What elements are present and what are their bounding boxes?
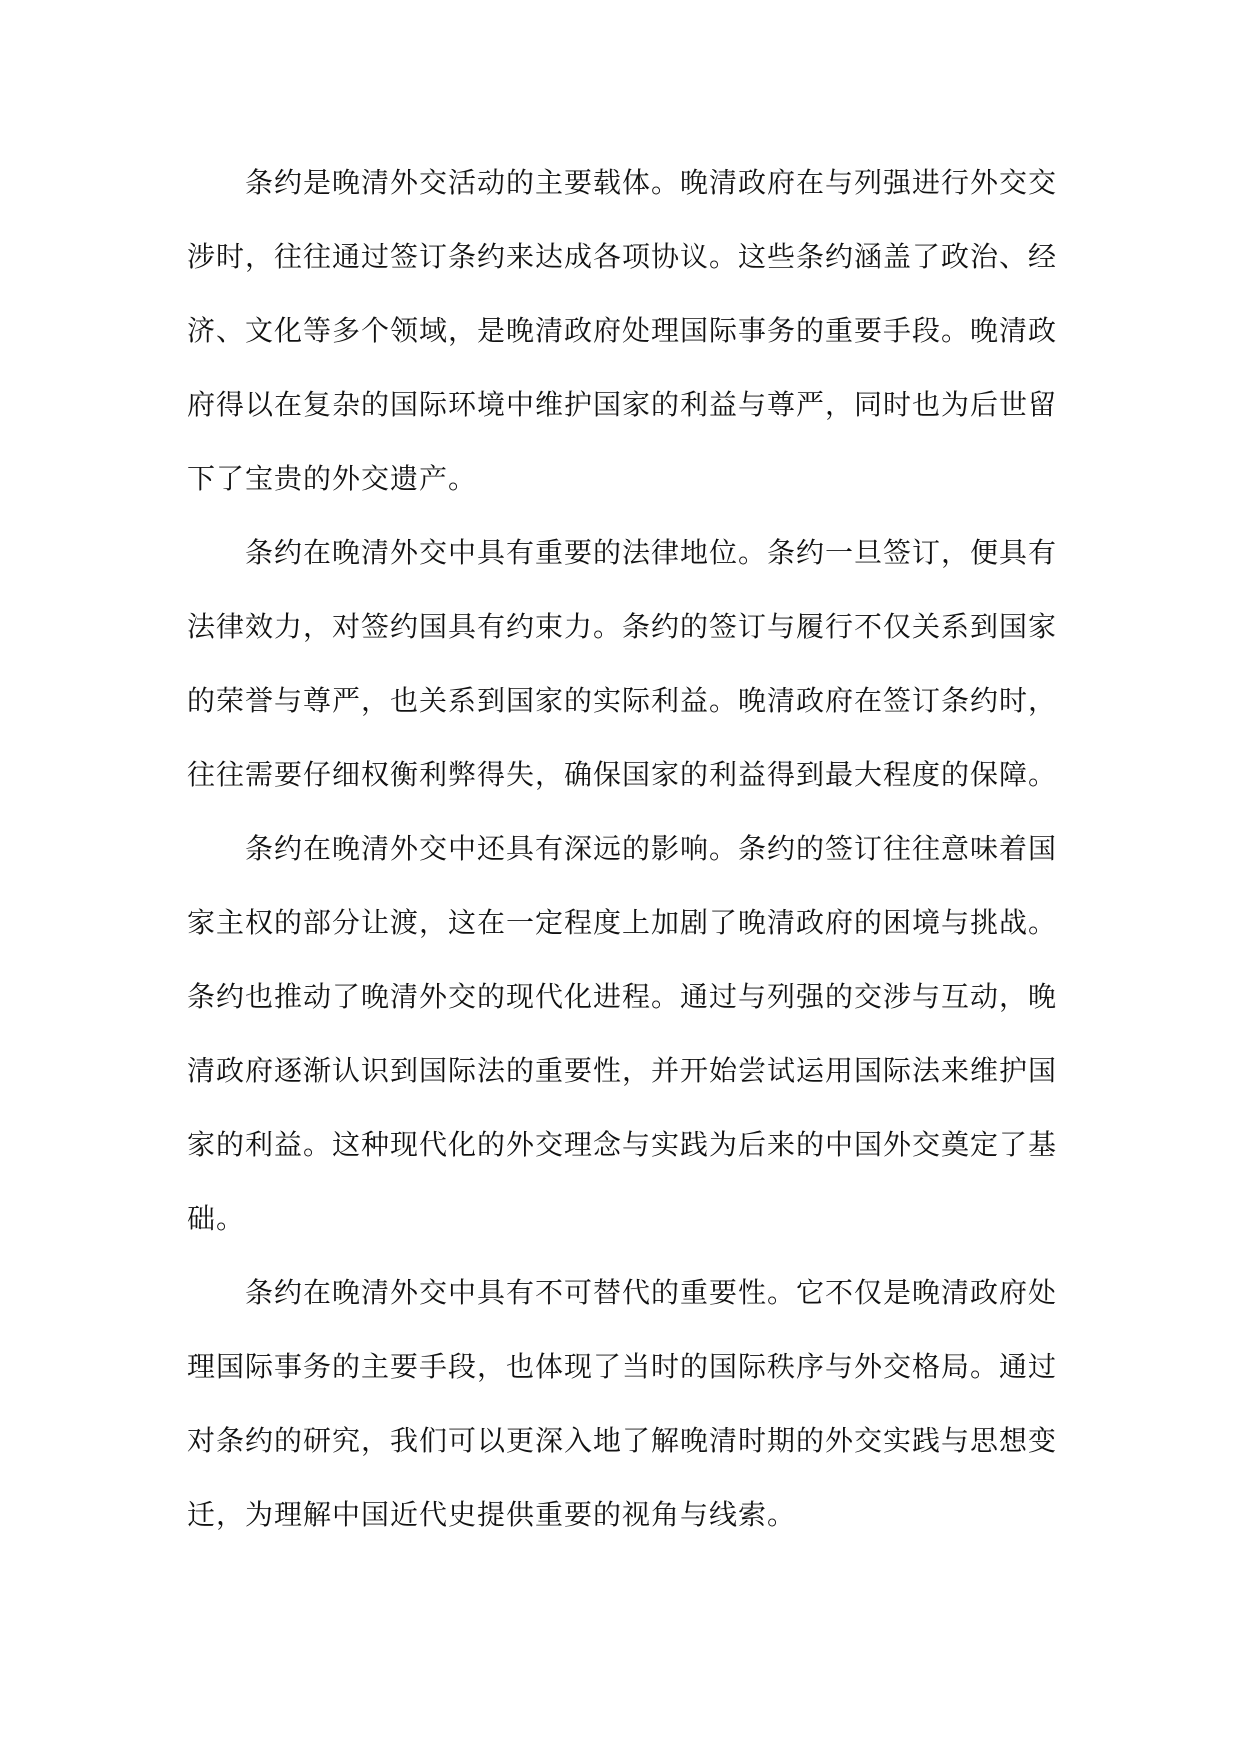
paragraph-1: 条约是晚清外交活动的主要载体。晚清政府在与列强进行外交交涉时，往往通过签订条约来达成各项协议。这些条约涵盖了政治、经济、文化等多个领域，是晚清政府处理国际事务的重要手段。晚清政府得以在复杂的国际环境中维护国家的利益与尊严，同时也为后世留下了宝贵的外交遗产。 — [187, 166, 1058, 495]
paragraph-3: 条约在晚清外交中还具有深远的影响。条约的签订往往意味着国家主权的部分让渡，这在一定程度上加剧了晚清政府的困境与挑战。条约也推动了晚清外交的现代化进程。通过与列强的交涉与互动，晚清政府逐渐认识到国际法的重要性，并开始尝试运用国际法来维护国家的利益。这种现代化的外交理念与实践为后来的中国外交奠定了基础。 — [187, 832, 1058, 1235]
document-body — [187, 146, 1057, 1552]
paragraph-4: 条约在晚清外交中具有不可替代的重要性。它不仅是晚清政府处理国际事务的主要手段，也体现了当时的国际秩序与外交格局。通过对条约的研究，我们可以更深入地了解晚清时期的外交实践与思想变迁，为理解中国近代史提供重要的视角与线索。 — [187, 1276, 1058, 1531]
paragraph-2: 条约在晚清外交中具有重要的法律地位。条约一旦签订，便具有法律效力，对签约国具有约束力。条约的签订与履行不仅关系到国家的荣誉与尊严，也关系到国家的实际利益。晚清政府在签订条约时，往往需要仔细权衡利弊得失，确保国家的利益得到最大程度的保障。 — [187, 536, 1058, 791]
